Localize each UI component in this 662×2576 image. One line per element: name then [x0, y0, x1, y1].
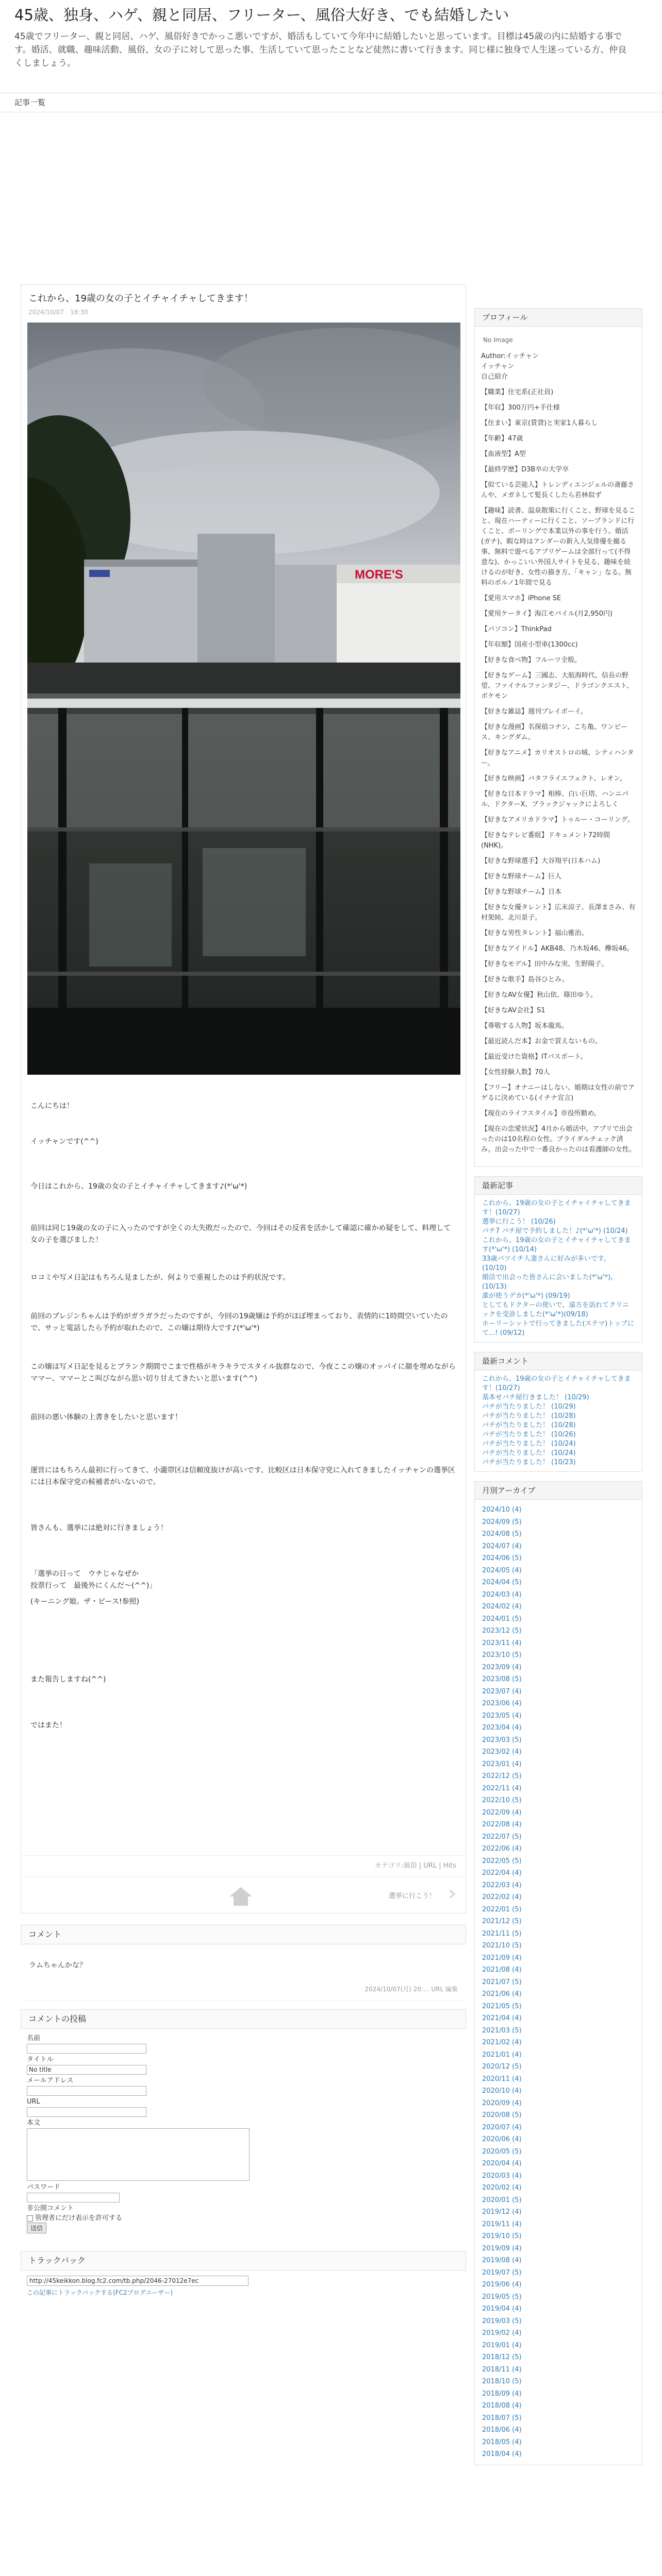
private-checkbox-label: 管理者にだけ表示を許可する	[35, 2214, 123, 2222]
profile-item: 【好きな女優タレント】広末涼子、長澤まさみ、有村架純、北川景子。	[481, 904, 636, 922]
profile-item: 【好きなテレビ番組】ドキュメント72時間(NHK)。	[481, 832, 610, 850]
archive-month-link[interactable]: 2019/11 (4)	[482, 2220, 522, 2228]
name-input[interactable]	[27, 2044, 146, 2054]
archive-month-link[interactable]: 2022/12 (5)	[482, 1772, 522, 1780]
site-description: 45歳でフリーター、親と同居、ハゲ、風俗好きでかっこ悪いですが、婚活もしていて今年中に結婚したいと思っています。目標は45歳の内に結婚する事です。婚活、就職、趣味活動、風俗、女の子に対して思った事、生活していて思ったことなど徒然に書いて行きます。同じ様に独身で人生迷っている方、仲良くしましょう。	[14, 31, 627, 69]
archive-month-link[interactable]: 2021/09 (4)	[482, 1954, 522, 1962]
profile-item: 【好きなアニメ】カリオストロの城、シティハンター。	[481, 749, 634, 767]
profile-heading: プロフィール	[475, 309, 642, 327]
trackback-url-field[interactable]: http://45keikkon.blog.fc2.com/tb.php/2046-27012e7ec	[27, 2276, 249, 2286]
archive-month-link[interactable]: 2018/11 (4)	[482, 2365, 522, 2374]
profile-item: 【好きなモデル】田中みな実、生野陽子。	[481, 960, 608, 968]
archive-month-link[interactable]: 2020/12 (5)	[482, 2063, 522, 2071]
archive-month-link[interactable]: 2019/01 (4)	[482, 2341, 522, 2349]
archive-month-link[interactable]: 2019/02 (4)	[482, 2329, 522, 2337]
comment-body-textarea[interactable]	[27, 2128, 250, 2181]
entry-paragraph: この嬢は写メ日記を見るとブランク期間でこまで性格がキラキラでスタイル抜群なので、今夜ここの嬢のオッパイに顔を埋めながらママー、ママーとこ叫びながら思い切り甘えてきたいと思います(^^)	[30, 1363, 456, 1383]
recent-comment-link[interactable]: パチが当たりました！ (10/23)	[482, 1459, 576, 1466]
archive-month-link[interactable]: 2020/01 (5)	[482, 2196, 522, 2204]
entry-paragraph: こんにちは！	[30, 1102, 74, 1110]
archive-month-link[interactable]: 2018/04 (4)	[482, 2450, 522, 2458]
profile-item: 【好きなアイドル】AKB48、乃木坂46、欅坂46。	[481, 945, 634, 953]
archive-month-link[interactable]: 2021/03 (5)	[482, 2026, 522, 2035]
archive-month-link[interactable]: 2018/12 (5)	[482, 2353, 522, 2361]
recent-post-link[interactable]: 33歳バツイチ人妻さんに好みが多いです。(10/10)	[482, 1255, 610, 1272]
profile-item: 【趣味】読書、温泉散策に行くこと、野球を見ること、現在ハーティーに行くこと、ソープランドに行くこと、ボーリングで本業以外の事を行う。婚活(ガチ)、暇な時はアンダーの新入人気俳優を撮る事、無料で遊べるアプリゲームは全部行って(不得意な)、かっこいい外国人サイトを見る、趣味を続けるのが好き、女性の描き方、「キャン」なる。無料のポルノ1年間で見る	[481, 507, 636, 587]
entry-paragraph: 「選挙の日って ウチじゃなぜか 投票行って 最後外にくんだ〜(^^)」	[30, 1570, 157, 1590]
archive-month-link[interactable]: 2020/03 (4)	[482, 2172, 522, 2180]
nav-all-posts-link[interactable]: 記事一覧	[14, 98, 46, 107]
archive-month-link[interactable]: 2023/06 (4)	[482, 1700, 522, 1707]
profile-item: 【パソコン】ThinkPad	[481, 625, 552, 633]
archive-month-link[interactable]: 2022/04 (4)	[482, 1869, 522, 1877]
recent-comment-link[interactable]: パチが当たりました！ (10/24)	[482, 1449, 576, 1457]
profile-item: 【現在の恋愛状況】4月から婚活中。アプリで出会ったのは10名程の女性。ブライダルチェック済み。出会った中で一番良かったのは看護師の女性。	[481, 1125, 636, 1154]
archive-month-link[interactable]: 2022/05 (5)	[482, 1857, 522, 1865]
archive-month-link[interactable]: 2021/11 (5)	[482, 1929, 522, 1938]
archive-month-link[interactable]: 2019/03 (5)	[482, 2317, 522, 2325]
profile-item: 【好きな日本ドラマ】相棒、白い巨塔、ハンニバル、ドクターX、ブラックジャックによろしく	[481, 790, 629, 808]
profile-panel	[474, 308, 642, 1167]
archive-month-link[interactable]: 2019/06 (4)	[482, 2281, 522, 2289]
archive-month-link[interactable]: 2020/04 (4)	[482, 2160, 522, 2167]
entry-paragraph: また報告しますね(^^)	[30, 1675, 106, 1684]
recent-post-link[interactable]: 誰が使うデカ(*'ω'*) (09/19)	[482, 1292, 570, 1300]
profile-item: 【年収額】国産小型車(1300cc)	[481, 641, 578, 649]
main-column	[21, 284, 466, 2302]
profile-item: 【年収】300万円+手仕様	[481, 404, 560, 412]
recent-comment-link[interactable]: パチが当たりました！ (10/29)	[482, 1403, 576, 1411]
profile-item: 【好きな野球選手】大谷翔平(日本ハム)	[481, 857, 601, 865]
archive-month-link[interactable]: 2020/08 (5)	[482, 2111, 522, 2119]
trackback-heading: トラックバック	[21, 2251, 466, 2270]
archive-month-link[interactable]: 2023/07 (4)	[482, 1687, 522, 1696]
archive-month-link[interactable]: 2024/02 (4)	[482, 1603, 522, 1611]
recent-post-link[interactable]: これから、19歳の女の子とイチャイチャしてきます！(10/27)	[482, 1199, 631, 1216]
archive-month-link[interactable]: 2024/09 (5)	[482, 1518, 522, 1526]
profile-item: Author:イッチャン イッチャン 自己紹介	[481, 352, 539, 381]
url-input[interactable]	[27, 2107, 146, 2117]
archive-month-link[interactable]: 2021/02 (4)	[482, 2039, 522, 2046]
archive-month-link[interactable]: 2020/09 (4)	[482, 2099, 522, 2107]
password-label: パスワード	[27, 2183, 61, 2191]
archive-month-link[interactable]: 2018/06 (4)	[482, 2426, 522, 2434]
archive-month-link[interactable]: 2023/01 (4)	[482, 1760, 522, 1768]
archive-month-link[interactable]: 2021/12 (5)	[482, 1918, 522, 1925]
entry-paragraph: 前回のプレジンちゃんは予約がガラガラだったのですが、今回の19歳嬢は予約がほぼ埋まっており、表情的に1時間空いていたので、サッと電話したら予約が取れたので、この嬢は期待大です♪(*'ω'*)	[30, 1312, 448, 1332]
home-icon-base	[234, 1896, 248, 1906]
avatar: No Image	[483, 336, 513, 344]
profile-item: 【愛用スマホ】iPhone SE	[481, 595, 561, 602]
archive-month-link[interactable]: 2023/10 (5)	[482, 1651, 522, 1659]
recent-comment-link[interactable]: パチが当たりました！ (10/28)	[482, 1412, 576, 1420]
entry-paragraph: 前回は同じ19歳の女の子に入ったのですが全くの大失敗だったので、今回はその反省を活かして確認に確かめ疑をして、料理して女の子を選びました！	[30, 1224, 451, 1244]
next-entry-link[interactable]: 選挙に行こう！	[388, 1892, 436, 1900]
store-sign: MORE'S	[355, 568, 403, 582]
archive-month-link[interactable]: 2022/07 (5)	[482, 1833, 522, 1841]
category-link[interactable]: カテゴリ:風俗	[374, 1862, 417, 1870]
private-label: 非公開コメント	[27, 2205, 74, 2212]
profile-item: 【好きな雑誌】週刊プレイボーイ。	[481, 708, 587, 716]
profile-item: 【好きな野球チーム】日本	[481, 888, 562, 896]
profile-item: 【好きな食べ物】フルーツ全般。	[481, 656, 581, 664]
trackback-link[interactable]: この記事にトラックバックする(FC2ブログユーザー)	[27, 2289, 173, 2296]
site-title[interactable]: 45歳、独身、ハゲ、親と同居、フリーター、風俗大好き、でも結婚したい	[14, 6, 509, 24]
comment-form-heading: コメントの投稿	[21, 2009, 466, 2029]
archive-month-link[interactable]: 2022/08 (4)	[482, 1821, 522, 1828]
recent-post-link[interactable]: パチ7 パチ屋で予約しました！♪(*'ω'*) (10/24)	[482, 1227, 628, 1235]
private-checkbox[interactable]	[27, 2215, 33, 2222]
profile-item: 【現在のライフスタイル】市役所勤め。	[481, 1110, 601, 1117]
recent-comment-link[interactable]: これから、19歳の女の子とイチャイチャしてきます！(10/27)	[482, 1375, 631, 1392]
archive-heading: 月別アーカイブ	[475, 1482, 642, 1500]
name-label: 名前	[27, 2035, 41, 2042]
password-input[interactable]	[27, 2193, 120, 2202]
profile-item: 【似ている芸能人】トレンディエンジェルの斎藤さんや、メガネして髪長くしたら若林似ず	[481, 481, 635, 499]
profile-item: 【好きな歌手】島谷ひとみ。	[481, 976, 569, 984]
title-label: タイトル	[27, 2056, 54, 2063]
entry-paragraph: ロコミや写メ日記はもちろん見ましたが、何よりで重視したのは予約状況です。	[30, 1274, 290, 1282]
archive-month-link[interactable]: 2023/03 (5)	[482, 1736, 522, 1744]
archive-month-link[interactable]: 2022/03 (4)	[482, 1881, 522, 1889]
archive-month-link[interactable]: 2023/04 (4)	[482, 1724, 522, 1732]
entry-photo	[27, 323, 460, 1075]
recent-comment-link[interactable]: 基本せパチ屋行きました！ (10/29)	[482, 1394, 589, 1401]
archive-month-link[interactable]: 2019/07 (5)	[482, 2268, 522, 2277]
archive-month-link[interactable]: 2020/11 (4)	[482, 2075, 522, 2083]
archive-month-link[interactable]: 2022/11 (4)	[482, 1784, 522, 1792]
archive-month-link[interactable]: 2023/08 (5)	[482, 1675, 522, 1683]
entry-body	[21, 1075, 466, 1732]
profile-item: 【愛用ケータイ】海江モバイル(月2,950円)	[481, 610, 613, 618]
archive-month-link[interactable]: 2022/10 (5)	[482, 1797, 522, 1804]
archive-month-link[interactable]: 2022/09 (4)	[482, 1808, 522, 1817]
recent-post-link[interactable]: 選挙に行こう！ (10/26)	[482, 1218, 556, 1226]
profile-item: 【好きなアメリカドラマ】トゥルー・コーリング。	[481, 816, 634, 824]
entry	[21, 284, 466, 1913]
archive-month-link[interactable]: 2024/07 (4)	[482, 1542, 522, 1550]
archive-month-link[interactable]: 2024/08 (5)	[482, 1530, 522, 1538]
archive-month-link[interactable]: 2019/04 (4)	[482, 2305, 522, 2313]
recent-comment-link[interactable]: パチが当たりました！ (10/24)	[482, 1440, 576, 1448]
profile-item: 【職業】住宅系(正社員)	[481, 388, 554, 396]
archive-month-link[interactable]: 2018/08 (4)	[482, 2402, 522, 2410]
archive-month-link[interactable]: 2022/02 (4)	[482, 1893, 522, 1901]
entry-pager	[21, 1876, 466, 1913]
profile-item: 【好きな映画】バタフライエフェクト、レオン。	[481, 775, 627, 783]
archive-month-link[interactable]: 2020/05 (5)	[482, 2147, 522, 2156]
entry-paragraph: 前回の悪い体験の上書きをしたいと思います！	[30, 1413, 182, 1421]
private-checkbox-row[interactable]	[27, 2214, 460, 2223]
comments-heading: コメント	[21, 1925, 466, 1944]
chevron-right-icon[interactable]: ›	[448, 1882, 456, 1905]
recent-post-link[interactable]: としてもドクターの使いで、遠方を訪れてクリニックを受診しました(*'ω'*)(09/18)	[482, 1301, 629, 1318]
top-nav	[0, 93, 662, 112]
archive-month-link[interactable]: 2021/07 (5)	[482, 1978, 522, 1986]
profile-item: 【フリー】オナニーはしない、婚期は女性の前でアゲるに決めている(イチナ宣言)	[481, 1084, 635, 1102]
archive-month-link[interactable]: 2023/11 (4)	[482, 1639, 522, 1647]
entry-footer: カテゴリ:風俗 | URL | Hits	[21, 1855, 466, 1876]
archive-month-link[interactable]: 2018/05 (4)	[482, 2438, 522, 2446]
archive-month-link[interactable]: 2021/08 (4)	[482, 1966, 522, 1974]
hits-link[interactable]: Hits	[443, 1862, 456, 1870]
recent-comments-heading: 最新コメント	[475, 1352, 642, 1370]
archive-month-link[interactable]: 2021/04 (4)	[482, 2014, 522, 2022]
archive-month-link[interactable]: 2024/05 (4)	[482, 1566, 522, 1574]
archive-month-link[interactable]: 2018/10 (5)	[482, 2378, 522, 2385]
archive-month-link[interactable]: 2024/04 (5)	[482, 1579, 522, 1586]
archive-month-link[interactable]: 2021/01 (4)	[482, 2050, 522, 2059]
entry-paragraph: ではまた！	[30, 1721, 67, 1730]
profile-item: 【好きなAV女優】秋山依、篠田ゆう。	[481, 991, 597, 999]
profile-item: 【好きな漫画】名探偵コナン、こち亀、ワンピース、キングダム。	[481, 723, 627, 741]
archive-month-link[interactable]: 2021/05 (5)	[482, 2002, 522, 2010]
home-icon[interactable]	[229, 1887, 252, 1896]
permalink-link[interactable]: URL	[423, 1862, 437, 1870]
profile-item: 【年齢】47歳	[481, 435, 523, 443]
archive-month-link[interactable]: 2024/01 (5)	[482, 1615, 522, 1623]
archive-month-link[interactable]: 2019/12 (4)	[482, 2208, 522, 2216]
entry-paragraph: 皆さんも、選挙には絶対に行きましょう！	[30, 1524, 168, 1532]
archive-month-link[interactable]: 2020/02 (4)	[482, 2184, 522, 2192]
body-label: 本文	[27, 2119, 41, 2127]
archive-panel	[474, 1481, 642, 2465]
archive-month-link[interactable]: 2023/09 (4)	[482, 1663, 522, 1671]
comment-form	[21, 2029, 466, 2238]
recent-post-link[interactable]: 婚活で出会った皆さんに会いました(*'ω'*)。(10/13)	[482, 1274, 618, 1291]
email-input[interactable]	[27, 2086, 146, 2096]
recent-posts-heading: 最新記事	[475, 1177, 642, 1195]
archive-month-link[interactable]: 2023/02 (4)	[482, 1748, 522, 1756]
profile-item: 【好きな野球チーム】巨人	[481, 873, 562, 880]
recent-comments-panel	[474, 1352, 642, 1472]
archive-month-link[interactable]: 2021/06 (4)	[482, 1990, 522, 1998]
archive-month-link[interactable]: 2024/06 (5)	[482, 1554, 522, 1562]
recent-post-link[interactable]: これから、19歳の女の子とイチャイチャしてきます(*'ω'*) (10/14)	[482, 1236, 631, 1253]
profile-item: 【好きなゲーム】三國志、大航海時代、信長の野望、ファイナルファンタジー、ドラゴンクエスト、ポケモン	[481, 672, 634, 700]
site-header	[0, 0, 662, 135]
email-label: メールアドレス	[27, 2077, 74, 2084]
profile-item: 【最近読んだ本】お金で買えないもの。	[481, 1038, 602, 1045]
archive-month-link[interactable]: 2020/10 (4)	[482, 2087, 522, 2095]
profile-item: 【最近受けた資格】ITパスポート。	[481, 1053, 587, 1061]
recent-comment-link[interactable]: パチが当たりました！ (10/26)	[482, 1431, 576, 1438]
title-input-value: No title	[29, 2066, 52, 2073]
archive-month-link[interactable]: 2018/07 (5)	[482, 2414, 522, 2422]
comment-text: ラムちゃんかな？	[29, 1961, 87, 1970]
archive-month-link[interactable]: 2020/06 (4)	[482, 2136, 522, 2143]
recent-comment-link[interactable]: パチが当たりました！ (10/28)	[482, 1421, 576, 1429]
archive-month-link[interactable]: 2023/05 (4)	[482, 1711, 522, 1720]
profile-item: 【女性経験人数】70人	[481, 1069, 550, 1076]
comment-meta: 2024/10/07(月) 20:... URL 編集	[365, 1986, 458, 1993]
comment-item	[21, 1944, 466, 2001]
profile-item: 【血液型】A型	[481, 450, 526, 458]
archive-month-link[interactable]: 2019/05 (5)	[482, 2293, 522, 2301]
profile-item: 【住まい】東京(賃貸)と実家1人暮らし	[481, 419, 598, 427]
entry-paragraph: (キーニング娘。ザ・ピース!参照)	[30, 1598, 139, 1606]
profile-item: 【好きなAV会社】S1	[481, 1007, 545, 1014]
archive-month-link[interactable]: 2024/03 (4)	[482, 1590, 522, 1599]
entry-meta: 2024/10/07 18:30	[28, 309, 88, 316]
archive-month-link[interactable]: 2024/10 (4)	[482, 1506, 522, 1514]
sidebar	[474, 308, 642, 2465]
title-input[interactable]	[27, 2065, 146, 2075]
submit-comment-button[interactable]: 送信	[27, 2223, 46, 2233]
entry-title[interactable]: これから、19歳の女の子とイチャイチャしてきます！	[28, 293, 253, 304]
profile-item: 【最終学歴】D3B卒の大学卒	[481, 466, 569, 473]
archive-month-link[interactable]: 2022/06 (4)	[482, 1845, 522, 1853]
recent-posts-panel	[474, 1176, 642, 1343]
recent-post-link[interactable]: ホーリーシットで行ってきました(ステマ)トップにて...! (09/12)	[482, 1320, 634, 1337]
archive-month-link[interactable]: 2018/09 (4)	[482, 2389, 522, 2398]
archive-month-link[interactable]: 2022/01 (5)	[482, 1905, 522, 1913]
archive-month-link[interactable]: 2019/10 (5)	[482, 2232, 522, 2240]
archive-month-link[interactable]: 2019/09 (4)	[482, 2244, 522, 2252]
entry-paragraph: イッチャンです(^^)	[30, 1138, 98, 1146]
entry-paragraph: 運営にはもちろん最初に行ってきて、小瀧帯区は信頼度抜けが高いです、比較区は日本保守党に入れてきましたイッチャンの選挙区には日本保守党の候補者がいないので。	[30, 1466, 455, 1486]
archive-month-link[interactable]: 2019/08 (4)	[482, 2257, 522, 2264]
url-label: URL	[27, 2098, 40, 2106]
profile-item: 【好きな男性タレント】福山雅治。	[481, 929, 588, 937]
entry-paragraph: 今日はこれから、19歳の女の子とイチャイチャしてきます♪(*'ω'*)	[30, 1182, 247, 1191]
profile-item: 【尊敬する人物】坂本龍馬。	[481, 1022, 569, 1030]
archive-month-link[interactable]: 2020/07 (4)	[482, 2123, 522, 2131]
archive-month-link[interactable]: 2023/12 (5)	[482, 1627, 522, 1635]
archive-month-link[interactable]: 2021/10 (5)	[482, 1942, 522, 1950]
